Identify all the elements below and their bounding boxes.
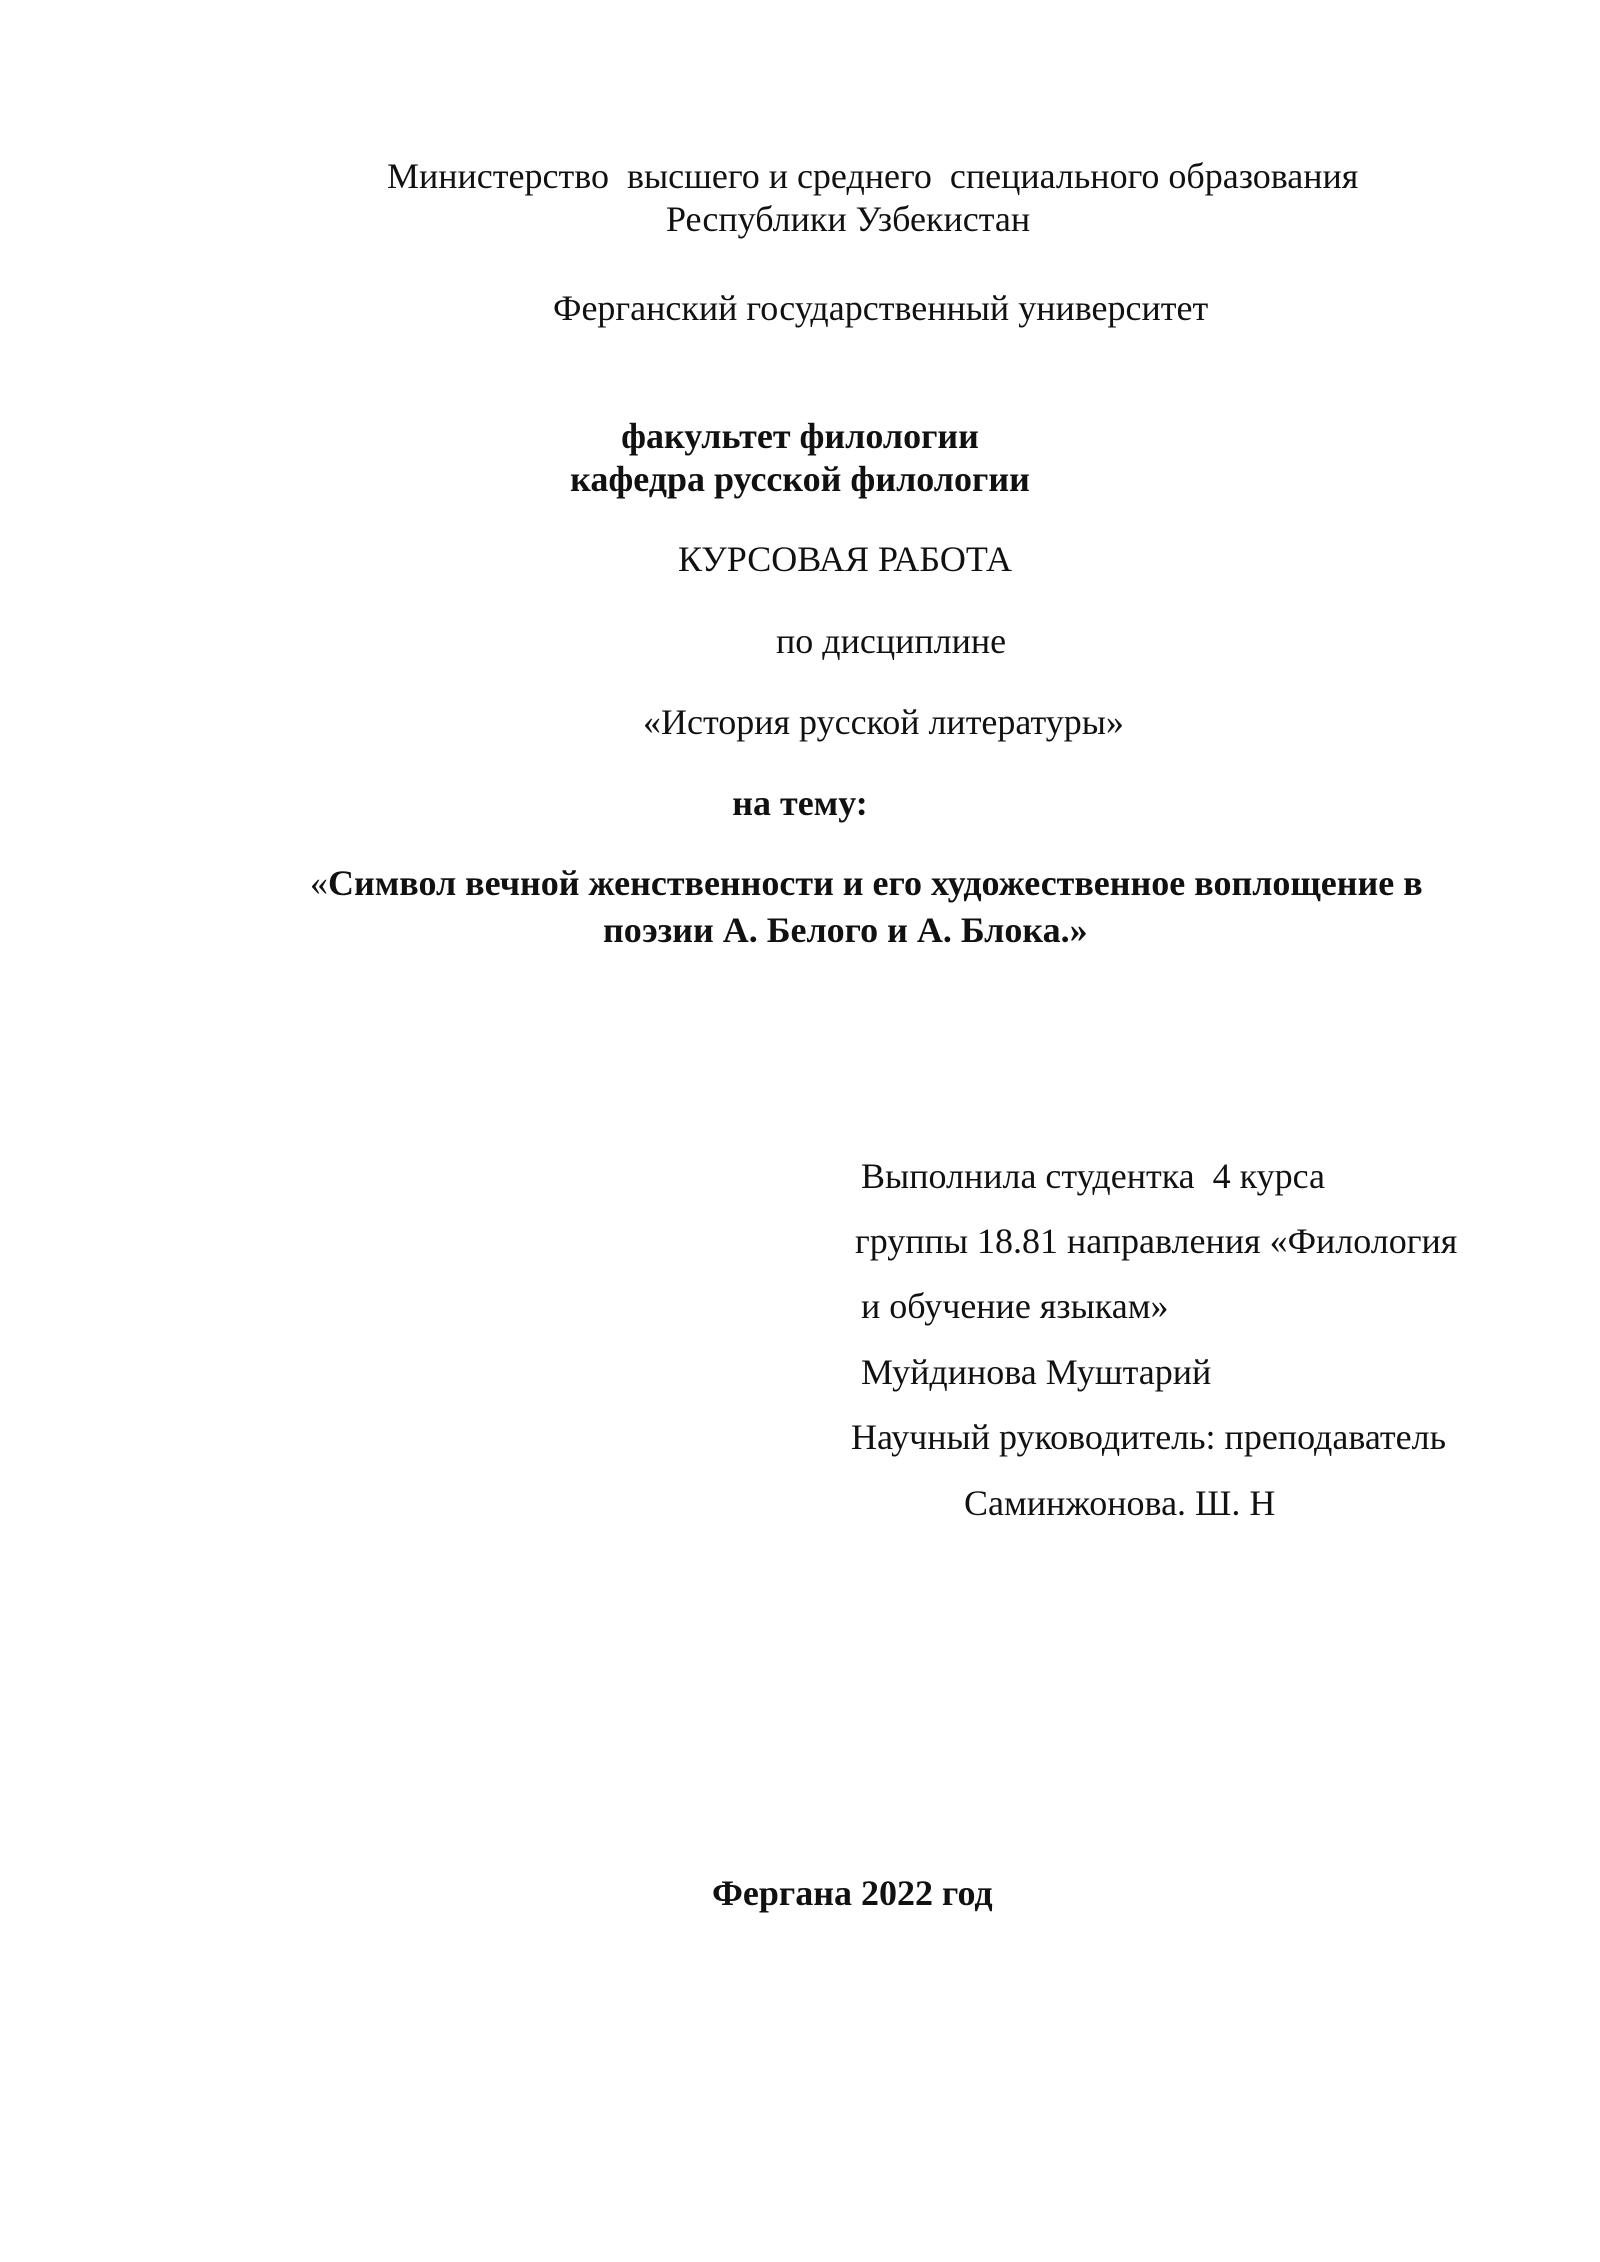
university-line: Ферганский государственный университет bbox=[553, 288, 1209, 328]
place-year-footer: Фергана 2022 год bbox=[712, 1873, 993, 1913]
author-line-direction: и обучение языкам» bbox=[861, 1286, 1169, 1326]
topic-title-text-1: Символ вечной женственности и его художественное воплощение в bbox=[328, 863, 1423, 903]
ministry-line: Министерство высшего и среднего специального образования bbox=[387, 156, 1359, 196]
supervisor-label: Научный руководитель: преподаватель bbox=[851, 1417, 1446, 1457]
discipline-name: «История русской литературы» bbox=[643, 702, 1124, 742]
faculty-line: факультет филологии bbox=[621, 416, 979, 456]
author-line-student: Выполнила студентка 4 курса bbox=[861, 1156, 1325, 1196]
republic-line: Республики Узбекистан bbox=[666, 199, 1031, 239]
discipline-label: по дисциплине bbox=[776, 621, 1007, 661]
department-line: кафедра русской филологии bbox=[570, 459, 1030, 499]
author-name: Муйдинова Муштарий bbox=[861, 1352, 1212, 1392]
topic-label: на тему: bbox=[732, 783, 868, 823]
supervisor-name: Саминжонова. Ш. Н bbox=[964, 1483, 1276, 1523]
work-type-heading: КУРСОВАЯ РАБОТА bbox=[678, 539, 1013, 579]
topic-title-line-2: поэзии А. Белого и А. Блока.» bbox=[603, 910, 1088, 950]
author-line-group: группы 18.81 направления «Филология bbox=[855, 1221, 1458, 1261]
topic-open-quote: « bbox=[310, 863, 328, 903]
topic-title-line-1 bbox=[310, 861, 1423, 905]
